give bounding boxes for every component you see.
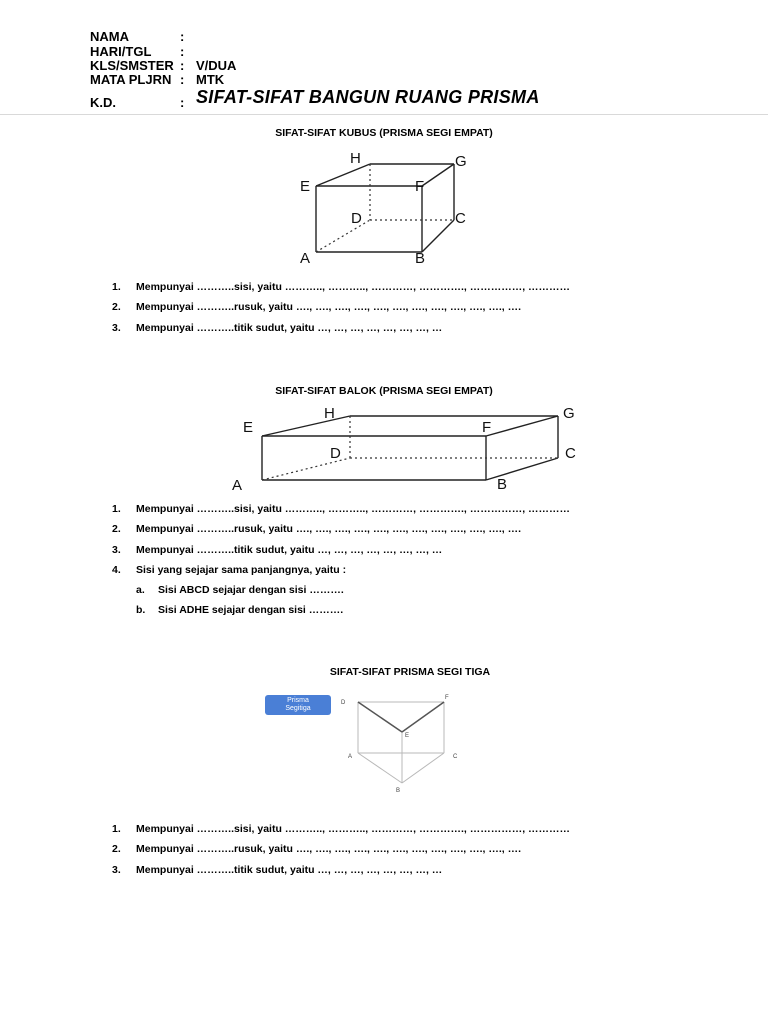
- cube-label-b: B: [415, 250, 426, 267]
- cuboid-label-f: F: [482, 419, 492, 436]
- nama-label: NAMA: [90, 29, 129, 44]
- mapel-value: MTK: [196, 72, 225, 87]
- cube-label-g: G: [455, 153, 467, 170]
- prisma-list: [112, 822, 570, 883]
- prisma-title: SIFAT-SIFAT PRISMA SEGI TIGA: [329, 666, 491, 678]
- kubus-title: SIFAT-SIFAT KUBUS (PRISMA SEGI EMPAT): [275, 127, 493, 139]
- kelas-colon: :: [180, 58, 185, 73]
- kd-colon: :: [180, 95, 185, 110]
- header-divider: [0, 114, 768, 115]
- list-item: 2. Mempunyai ………..rusuk, yaitu …., …., …., …., …., …., …., …., …., …., …., ….: [112, 843, 522, 856]
- cuboid-label-b: B: [497, 476, 508, 493]
- cube-label-d: D: [351, 210, 362, 227]
- cuboid-label-c: C: [565, 445, 576, 462]
- list-item: 3. Mempunyai ………..titik sudut, yaitu …, …, …, …, …, …, …, …: [112, 863, 443, 876]
- list-item: 2. Mempunyai ………..rusuk, yaitu …., …., …., …., …., …., …., …., …., …., …., ….: [112, 301, 522, 314]
- list-item: 3. Mempunyai ………..titik sudut, yaitu …, …, …, …, …, …, …, …: [112, 321, 443, 334]
- cuboid-label-d: D: [330, 445, 341, 462]
- prism-label-a: A: [348, 754, 353, 760]
- list-item: 2. Mempunyai ………..rusuk, yaitu …., …., …., …., …., …., …., …., …., …., …., ….: [112, 523, 522, 536]
- list-item: 4. Sisi yang sejajar sama panjangnya, yaitu :: [112, 563, 347, 576]
- kubus-list: [112, 280, 570, 341]
- cube-label-e: E: [300, 178, 311, 195]
- prism-label-e: E: [405, 733, 410, 739]
- kd-label: K.D.: [90, 95, 116, 110]
- kelas-value: V/DUA: [196, 58, 237, 73]
- list-item: b. Sisi ADHE sejajar dengan sisi ……….: [136, 604, 344, 617]
- cube-label-f: F: [415, 178, 425, 195]
- balok-list: [112, 502, 570, 583]
- badge-line1: Prisma: [287, 697, 309, 704]
- list-item: a. Sisi ABCD sejajar dengan sisi ……….: [136, 584, 344, 596]
- prism-label-c: C: [453, 754, 458, 760]
- kd-title: SIFAT-SIFAT BANGUN RUANG PRISMA: [196, 87, 540, 107]
- cuboid-label-h: H: [324, 405, 335, 422]
- cuboid-label-e: E: [243, 419, 254, 436]
- list-item: 3. Mempunyai ………..titik sudut, yaitu …, …, …, …, …, …, …, …: [112, 543, 443, 556]
- triangular-prism-figure: [0, 688, 768, 798]
- hari-label: HARI/TGL: [90, 44, 152, 59]
- mapel-colon: :: [180, 72, 185, 87]
- prism-label-b: B: [396, 788, 401, 794]
- balok-title: SIFAT-SIFAT BALOK (PRISMA SEGI EMPAT): [275, 385, 493, 397]
- cube-figure: [0, 140, 768, 270]
- cuboid-figure: [0, 400, 768, 495]
- list-item: 1. Mempunyai ………..sisi, yaitu ……….., ……….., …………, …………., ……………, …………: [112, 281, 571, 293]
- list-item: 1. Mempunyai ………..sisi, yaitu ……….., ……….., …………, …………., ……………, …………: [112, 503, 571, 515]
- hari-colon: :: [180, 44, 185, 59]
- cube-label-c: C: [455, 210, 466, 227]
- cuboid-label-g: G: [563, 405, 575, 422]
- list-item: 1. Mempunyai ………..sisi, yaitu ……….., ……….., …………, …………., ……………, …………: [112, 823, 571, 835]
- cube-label-a: A: [300, 250, 311, 267]
- badge-line2: Segitiga: [285, 704, 311, 712]
- kelas-label: KLS/SMSTER: [90, 58, 174, 73]
- nama-colon: :: [180, 29, 185, 44]
- prism-label-f: F: [445, 695, 449, 701]
- prism-label-d: D: [341, 700, 346, 706]
- balok-sublist: [136, 583, 344, 624]
- cube-label-h: H: [350, 150, 361, 167]
- mapel-label: MATA PLJRN: [90, 72, 172, 87]
- cuboid-label-a: A: [232, 477, 243, 494]
